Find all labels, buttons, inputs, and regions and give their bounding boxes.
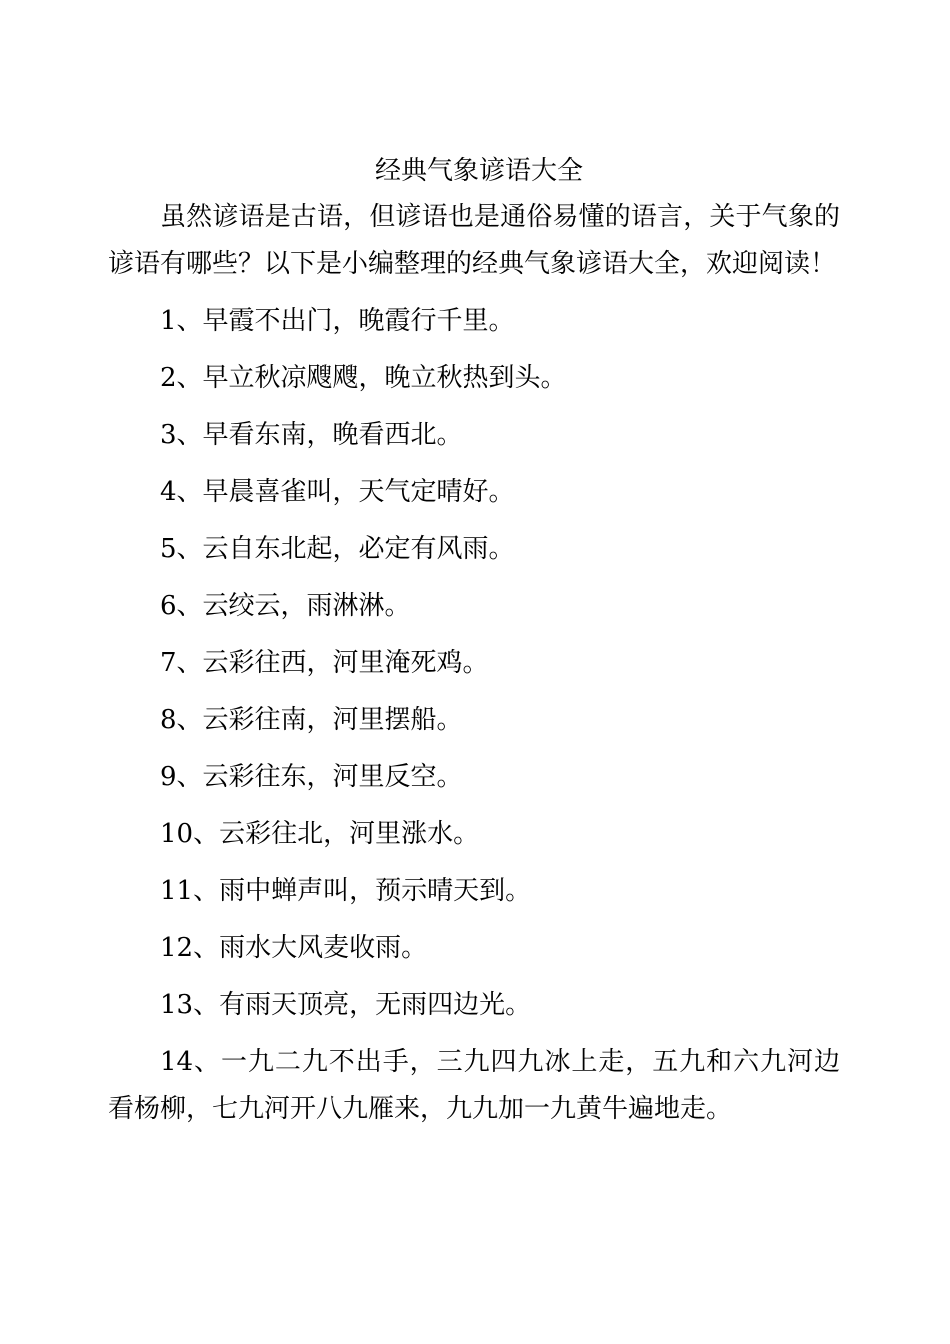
proverb-item: 14、一九二九不出手，三九四九冰上走，五九和六九河边看杨柳，七九河开八九雁来，九九加一九黄牛遍地走。: [108, 1047, 840, 1124]
proverb-item: 9、云彩往东，河里反空。: [160, 762, 463, 792]
intro-paragraph: 虽然谚语是古语，但谚语也是通俗易懂的语言，关于气象的谚语有哪些？以下是小编整理的经典气象谚语大全，欢迎阅读！: [108, 202, 840, 279]
proverb-item: 4、早晨喜雀叫，天气定晴好。: [160, 477, 515, 507]
proverb-item: 7、云彩往西，河里淹死鸡。: [160, 648, 489, 678]
proverb-item: 12、雨水大风麦收雨。: [160, 933, 428, 963]
proverb-item: 1、早霞不出门，晚霞行千里。: [160, 306, 515, 336]
document-title: 经典气象谚语大全: [374, 156, 583, 186]
proverb-item: 3、早看东南，晚看西北。: [160, 420, 463, 450]
proverb-item: 6、云绞云，雨淋淋。: [160, 591, 411, 621]
proverb-item: 11、雨中蝉声叫，预示晴天到。: [160, 876, 532, 906]
proverb-item: 5、云自东北起，必定有风雨。: [160, 534, 515, 564]
proverb-item: 2、早立秋凉飕飕，晚立秋热到头。: [160, 363, 567, 393]
proverb-item: 8、云彩往南，河里摆船。: [160, 705, 463, 735]
document-page: [108, 148, 840, 1143]
proverb-item: 10、云彩往北，河里涨水。: [160, 819, 480, 849]
proverb-list: [108, 298, 840, 1133]
proverb-item: 13、有雨天顶亮，无雨四边光。: [160, 990, 532, 1020]
